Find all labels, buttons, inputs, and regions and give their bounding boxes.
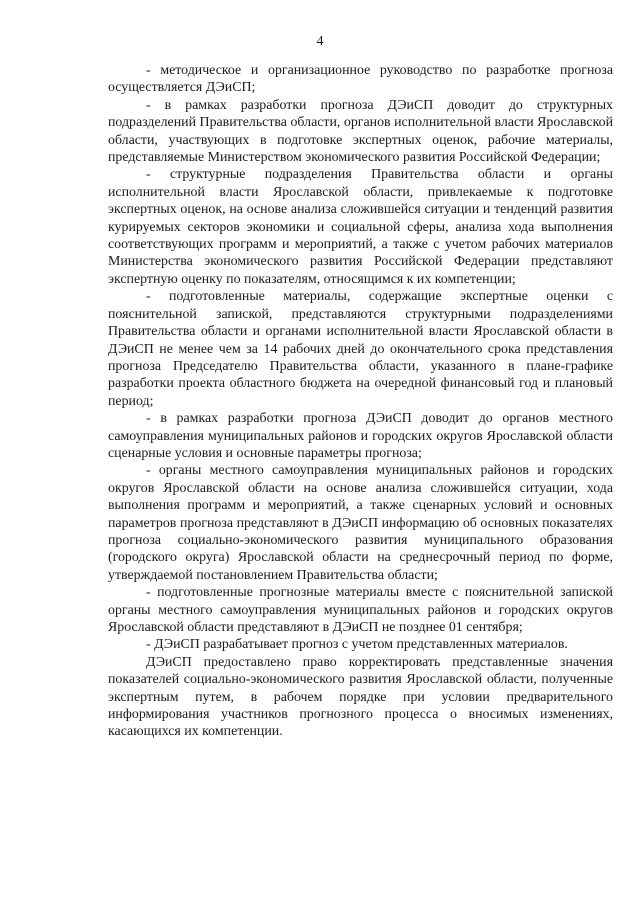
- paragraph-correction-right: ДЭиСП предоставлено право корректировать представленные значения показателей социально-экономического развития Ярославской области, полученные экспертным путем, в рабочем порядке при условии предварительного информирования участников прогнозного процесса о вносимых изменениях, касающихся их компетенции.: [108, 654, 613, 740]
- paragraph-forecast-development: - ДЭиСП разрабатывает прогноз с учетом представленных материалов.: [146, 637, 568, 653]
- paragraph-local-government-info: - органы местного самоуправления муниципальных районов и городских округов Ярославской области на основе анализа сложившейся ситуации, хода выполнения программ и мероприятий, а также сценарных условий и основных параметров прогноза представляют в ДЭиСП информацию об основных показателях прогноза социально-экономического развития муниципального образования (городского округа) Ярославской области на среднесрочный период по форме, утверждаемой постановлением Правительства области;: [108, 463, 613, 583]
- document-body: [108, 62, 613, 741]
- paragraph-materials-submission: - подготовленные материалы, содержащие экспертные оценки с пояснительной запиской, представляются структурными подразделениями Правительства области и органами исполнительной власти Ярославской области в ДЭиСП не менее чем за 14 рабочих дней до окончательного срока представления прогноза Председателю Правительства области, указанного в плане-графике разработки проекта областного бюджета на очередной финансовый год и плановый период;: [108, 289, 613, 409]
- page-number: 4: [316, 34, 324, 49]
- paragraph-expert-assessment: - структурные подразделения Правительства области и органы исполнительной власти Ярославской области, привлекаемые к подготовке экспертных оценок, на основе анализа сложившейся ситуации и тенденций развития курируемых секторов экономики и социальной сферы, анализа хода выполнения соответствующих программ и мероприятий, а также с учетом рабочих материалов Министерства экономического развития Российской Федерации представляют экспертную оценку по показателям, относящимся к их компетенции;: [108, 167, 613, 287]
- paragraph-methodical-guidance: - методическое и организационное руководство по разработке прогноза осуществляется ДЭиСП;: [108, 63, 613, 96]
- paragraph-submission-deadline: - подготовленные прогнозные материалы вместе с пояснительной запиской органы местного самоуправления муниципальных районов и городских округов Ярославской области представляют в ДЭиСП не позднее 01 сентября;: [108, 585, 613, 635]
- paragraph-scenario-conditions: - в рамках разработки прогноза ДЭиСП доводит до органов местного самоуправления муниципальных районов и городских округов Ярославской области сценарные условия и основные параметры прогноза;: [108, 411, 613, 461]
- paragraph-working-materials: - в рамках разработки прогноза ДЭиСП доводит до структурных подразделений Правительства области, органов исполнительной власти Ярославской области, участвующих в подготовке экспертных оценок, рабочие материалы, представляемые Министерством экономического развития Российской Федерации;: [108, 97, 613, 166]
